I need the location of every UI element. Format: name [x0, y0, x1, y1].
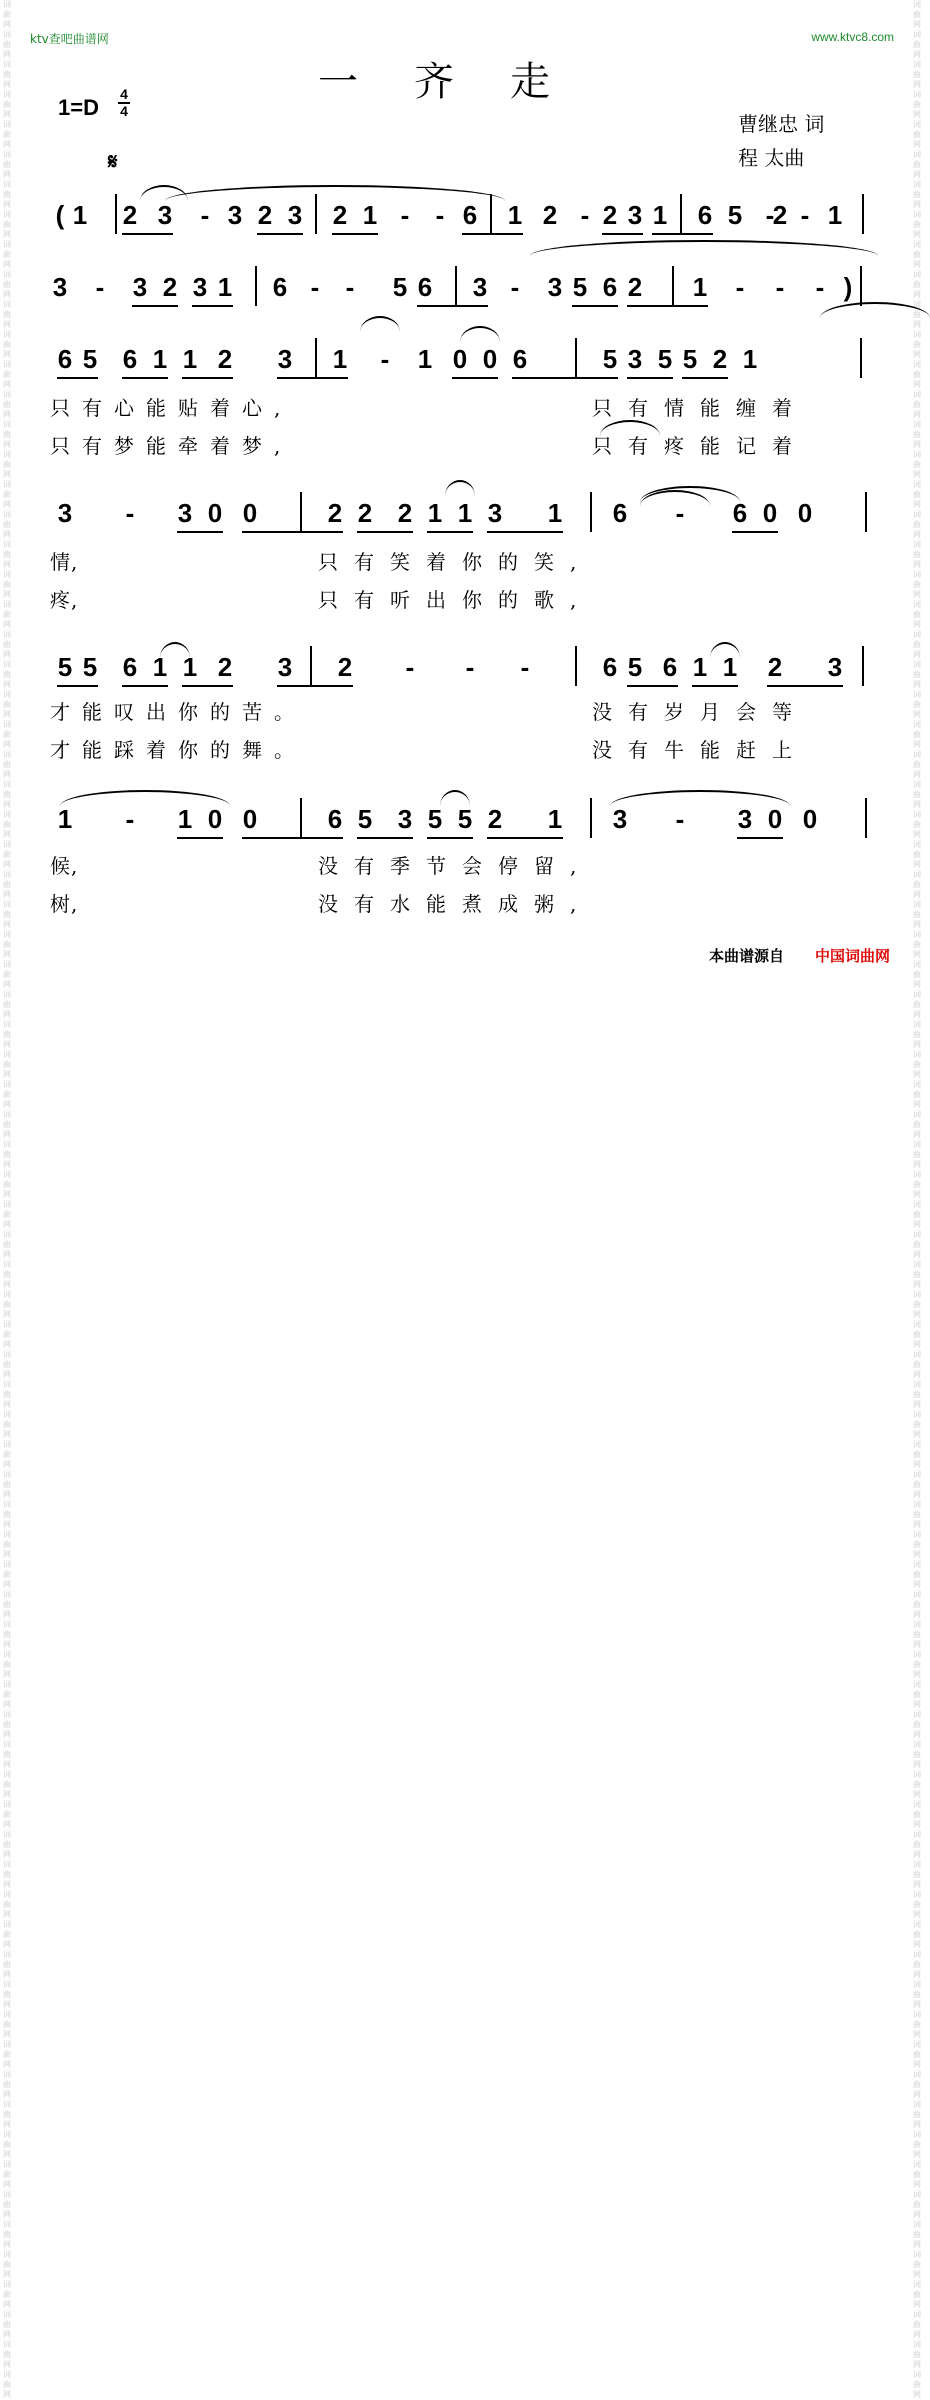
beam-underline — [57, 377, 98, 379]
note: 0 — [242, 804, 258, 834]
note: 3 — [52, 272, 68, 302]
note: 5 — [657, 344, 673, 374]
slur — [530, 240, 878, 256]
note: 3 — [737, 804, 753, 834]
note: 5 — [427, 804, 443, 834]
note: 6 — [512, 344, 528, 374]
note: 6 — [417, 272, 433, 302]
bar-line — [862, 194, 864, 234]
note: 2 — [397, 498, 413, 528]
key-signature: 1=D — [58, 95, 99, 120]
bar-line — [590, 492, 592, 532]
note: 0 — [207, 498, 223, 528]
note: - — [310, 272, 320, 302]
bar-line — [860, 266, 862, 306]
bar-line — [680, 194, 682, 234]
bar-line — [865, 492, 867, 532]
note: - — [435, 200, 445, 230]
note: 6 — [602, 272, 618, 302]
note: 3 — [192, 272, 208, 302]
note: 2 — [332, 200, 348, 230]
note: - — [675, 498, 685, 528]
note: - — [800, 200, 810, 230]
beam-underline — [332, 233, 378, 235]
segno-icon: 𝄋 — [108, 150, 118, 175]
bar-line — [860, 338, 862, 378]
beam-underline — [767, 685, 843, 687]
source-site-link[interactable]: 中国词曲网 — [814, 947, 890, 965]
slur — [460, 326, 500, 342]
note: 0 — [762, 498, 778, 528]
note: 1 — [692, 272, 708, 302]
note: - — [580, 200, 590, 230]
lyric-line: 疼, — [50, 588, 79, 612]
note: 3 — [547, 272, 563, 302]
note: - — [405, 652, 415, 682]
note: - — [510, 272, 520, 302]
beam-underline — [417, 305, 488, 307]
song-title: 一齐走 — [318, 59, 606, 105]
lyric-line: 候, — [50, 854, 79, 878]
note: 1 — [427, 498, 443, 528]
note: - — [400, 200, 410, 230]
note: 5 — [82, 652, 98, 682]
bar-line — [115, 194, 117, 234]
bar-line — [575, 646, 577, 686]
source-label: 本曲谱源自 — [708, 947, 784, 965]
slur — [440, 790, 470, 806]
beam-underline — [242, 837, 343, 839]
note: 0 — [482, 344, 498, 374]
slur — [710, 642, 740, 658]
beam-underline — [627, 305, 708, 307]
note: 2 — [767, 652, 783, 682]
note: 0 — [452, 344, 468, 374]
beam-underline — [737, 837, 783, 839]
beam-underline — [122, 377, 168, 379]
note: 6 — [122, 652, 138, 682]
beam-underline — [177, 531, 223, 533]
slur — [165, 185, 505, 201]
note: 1 — [547, 804, 563, 834]
watermark-left: ktv查吧曲谱网 — [30, 32, 109, 46]
note: - — [95, 272, 105, 302]
beam-underline — [357, 531, 413, 533]
bar-line — [455, 266, 457, 306]
note: 3 — [627, 200, 643, 230]
note: 0 — [207, 804, 223, 834]
lyric-line: 没有水能煮成粥, — [318, 892, 593, 916]
note: 6 — [697, 200, 713, 230]
beam-underline — [572, 305, 618, 307]
note: 3 — [277, 344, 293, 374]
watermark-right: www.ktvc8.com — [811, 30, 894, 44]
lyricist-credit: 曹继忠 词 — [738, 112, 825, 136]
lyric-line: 情, — [50, 550, 79, 574]
note: - — [675, 804, 685, 834]
meter-bottom: 4 — [120, 103, 128, 119]
beam-underline — [627, 685, 678, 687]
note: 2 — [772, 200, 788, 230]
lyric-line: 树, — [50, 892, 79, 916]
note: ) — [843, 272, 853, 302]
lyric-line: 没有牛能赶上 — [592, 738, 808, 762]
beam-underline — [627, 377, 673, 379]
beam-underline — [427, 837, 473, 839]
note: 6 — [462, 200, 478, 230]
beam-underline — [257, 233, 303, 235]
lyric-line: 只有笑着你的笑, — [318, 550, 593, 574]
note: 1 — [507, 200, 523, 230]
slur — [360, 316, 400, 332]
beam-underline — [242, 531, 343, 533]
beam-underline — [512, 377, 618, 379]
side-watermark-left: 词曲网 词曲网 词曲网 词曲网 词曲网 词曲网 词曲网 词曲网 词曲网 词曲网 词曲网 词曲网 词曲网 词曲网 词曲网 词曲网 词曲网 词曲网 词曲网 词曲网 词曲网 词曲网 词曲网 词曲网 词曲网 词曲网 词曲网 词曲网 词曲网 词曲网 词曲网 词曲网 词曲网 词曲网 词曲网 词曲网 词曲网 词曲网 词曲网 词曲网 词曲网 词曲网 词曲网 词曲网 词曲网 词曲网 词曲网 词曲网 词曲网 词曲网 词曲网 词曲网 词曲网 词曲网 词曲网 词曲网 词曲网 词曲网 词曲网 词曲网 词曲网 词曲网 词曲网 词曲网 词曲网 词曲网 词曲网 词曲网 词曲网 词曲网 词曲网 词曲网 词曲网 词曲网 词曲网 词曲网 词曲网 词曲网 词曲网 词曲网 — [3, 0, 11, 2399]
note: 1 — [457, 498, 473, 528]
note: 2 — [357, 498, 373, 528]
note: 3 — [397, 804, 413, 834]
beam-underline — [427, 531, 473, 533]
note: 1 — [742, 344, 758, 374]
beam-underline — [182, 685, 233, 687]
note: 2 — [217, 652, 233, 682]
note: 5 — [82, 344, 98, 374]
note: 1 — [417, 344, 433, 374]
note: 3 — [487, 498, 503, 528]
bar-line — [590, 798, 592, 838]
lyric-line: 没有季节会停留, — [318, 854, 593, 878]
slur — [60, 790, 230, 806]
note: 5 — [602, 344, 618, 374]
beam-underline — [462, 233, 523, 235]
note: 3 — [287, 200, 303, 230]
beam-underline — [452, 377, 498, 379]
note: 5 — [392, 272, 408, 302]
note: 0 — [767, 804, 783, 834]
lyric-line: 才能踩着你的舞。 — [50, 738, 306, 762]
beam-underline — [277, 377, 348, 379]
bar-line — [255, 266, 257, 306]
note: 3 — [612, 804, 628, 834]
lyric-line: 没有岁月会等 — [592, 700, 808, 724]
note: - — [125, 498, 135, 528]
note: 2 — [162, 272, 178, 302]
note: 5 — [627, 652, 643, 682]
note: 1 — [217, 272, 233, 302]
beam-underline — [692, 685, 738, 687]
note: 5 — [57, 652, 73, 682]
note: 2 — [712, 344, 728, 374]
note: 3 — [827, 652, 843, 682]
beam-underline — [602, 233, 643, 235]
note: 1 — [152, 652, 168, 682]
note: - — [735, 272, 745, 302]
note: 0 — [797, 498, 813, 528]
note: 2 — [217, 344, 233, 374]
slur — [640, 486, 740, 502]
note: 6 — [612, 498, 628, 528]
beam-underline — [182, 377, 233, 379]
note: 2 — [627, 272, 643, 302]
note: 3 — [227, 200, 243, 230]
beam-underline — [277, 685, 353, 687]
note: 1 — [57, 804, 73, 834]
beam-underline — [192, 305, 233, 307]
note: 6 — [662, 652, 678, 682]
note: 1 — [652, 200, 668, 230]
time-signature — [118, 88, 130, 118]
note: - — [465, 652, 475, 682]
note: - — [815, 272, 825, 302]
note: 6 — [602, 652, 618, 682]
side-watermark-right: 词曲网 词曲网 词曲网 词曲网 词曲网 词曲网 词曲网 词曲网 词曲网 词曲网 词曲网 词曲网 词曲网 词曲网 词曲网 词曲网 词曲网 词曲网 词曲网 词曲网 词曲网 词曲网 词曲网 词曲网 词曲网 词曲网 词曲网 词曲网 词曲网 词曲网 词曲网 词曲网 词曲网 词曲网 词曲网 词曲网 词曲网 词曲网 词曲网 词曲网 词曲网 词曲网 词曲网 词曲网 词曲网 词曲网 词曲网 词曲网 词曲网 词曲网 词曲网 词曲网 词曲网 词曲网 词曲网 词曲网 词曲网 词曲网 词曲网 词曲网 词曲网 词曲网 词曲网 词曲网 词曲网 词曲网 词曲网 词曲网 词曲网 词曲网 词曲网 词曲网 词曲网 词曲网 词曲网 词曲网 词曲网 词曲网 词曲网 词曲网 — [913, 0, 921, 2399]
lyric-line: 只有听出你的歌, — [318, 588, 593, 612]
note: 0 — [242, 498, 258, 528]
bar-line — [862, 646, 864, 686]
beam-underline — [487, 837, 563, 839]
bar-line — [300, 492, 302, 532]
note: 6 — [57, 344, 73, 374]
note: 1 — [722, 652, 738, 682]
note: 6 — [272, 272, 288, 302]
bar-line — [672, 266, 674, 306]
beam-underline — [122, 685, 168, 687]
note: 2 — [337, 652, 353, 682]
note: 5 — [727, 200, 743, 230]
beam-underline — [732, 531, 778, 533]
note: 1 — [182, 652, 198, 682]
beam-underline — [652, 233, 713, 235]
note: 1 — [692, 652, 708, 682]
beam-underline — [487, 531, 563, 533]
slur — [610, 790, 790, 806]
note: 2 — [257, 200, 273, 230]
note: - — [345, 272, 355, 302]
beam-underline — [132, 305, 178, 307]
note: - — [765, 200, 775, 230]
bar-line — [300, 798, 302, 838]
note: 6 — [122, 344, 138, 374]
note: 0 — [802, 804, 818, 834]
note: 1 — [177, 804, 193, 834]
note: 1 — [182, 344, 198, 374]
note: 2 — [602, 200, 618, 230]
composer-credit: 程 太曲 — [738, 146, 805, 170]
note: - — [200, 200, 210, 230]
note: 3 — [177, 498, 193, 528]
bar-line — [310, 646, 312, 686]
note: 1 — [547, 498, 563, 528]
note: 6 — [732, 498, 748, 528]
note: 5 — [457, 804, 473, 834]
note: 3 — [627, 344, 643, 374]
note: 3 — [132, 272, 148, 302]
note: 2 — [327, 498, 343, 528]
lyric-line: 才能叹出你的苦。 — [50, 700, 306, 724]
beam-underline — [57, 685, 98, 687]
note: 3 — [157, 200, 173, 230]
lyric-line: 只有情能缠着 — [592, 396, 808, 420]
beam-underline — [177, 837, 223, 839]
note: 1 — [152, 344, 168, 374]
lyric-line: 只有梦能牵着梦, — [50, 434, 293, 458]
bar-line — [575, 338, 577, 378]
note: 3 — [277, 652, 293, 682]
beam-underline — [357, 837, 413, 839]
note: 2 — [122, 200, 138, 230]
note: 1 — [72, 200, 88, 230]
meter-top: 4 — [120, 86, 128, 102]
note: 6 — [327, 804, 343, 834]
note: - — [125, 804, 135, 834]
note: 3 — [57, 498, 73, 528]
lyric-line: 只有心能贴着心, — [50, 396, 293, 420]
slur — [160, 642, 190, 658]
beam-underline — [682, 377, 728, 379]
beam-underline — [122, 233, 173, 235]
note: 1 — [332, 344, 348, 374]
note: 1 — [362, 200, 378, 230]
note: - — [520, 652, 530, 682]
note: 5 — [572, 272, 588, 302]
bar-line — [865, 798, 867, 838]
note: 3 — [472, 272, 488, 302]
note: 5 — [357, 804, 373, 834]
bar-line — [315, 338, 317, 378]
note: - — [380, 344, 390, 374]
note: 5 — [682, 344, 698, 374]
lyric-line: 只有疼能记着 — [592, 434, 808, 458]
note: ( — [55, 200, 65, 230]
slur — [445, 480, 475, 496]
note: - — [775, 272, 785, 302]
note: 2 — [542, 200, 558, 230]
note: 2 — [487, 804, 503, 834]
note: 1 — [827, 200, 843, 230]
